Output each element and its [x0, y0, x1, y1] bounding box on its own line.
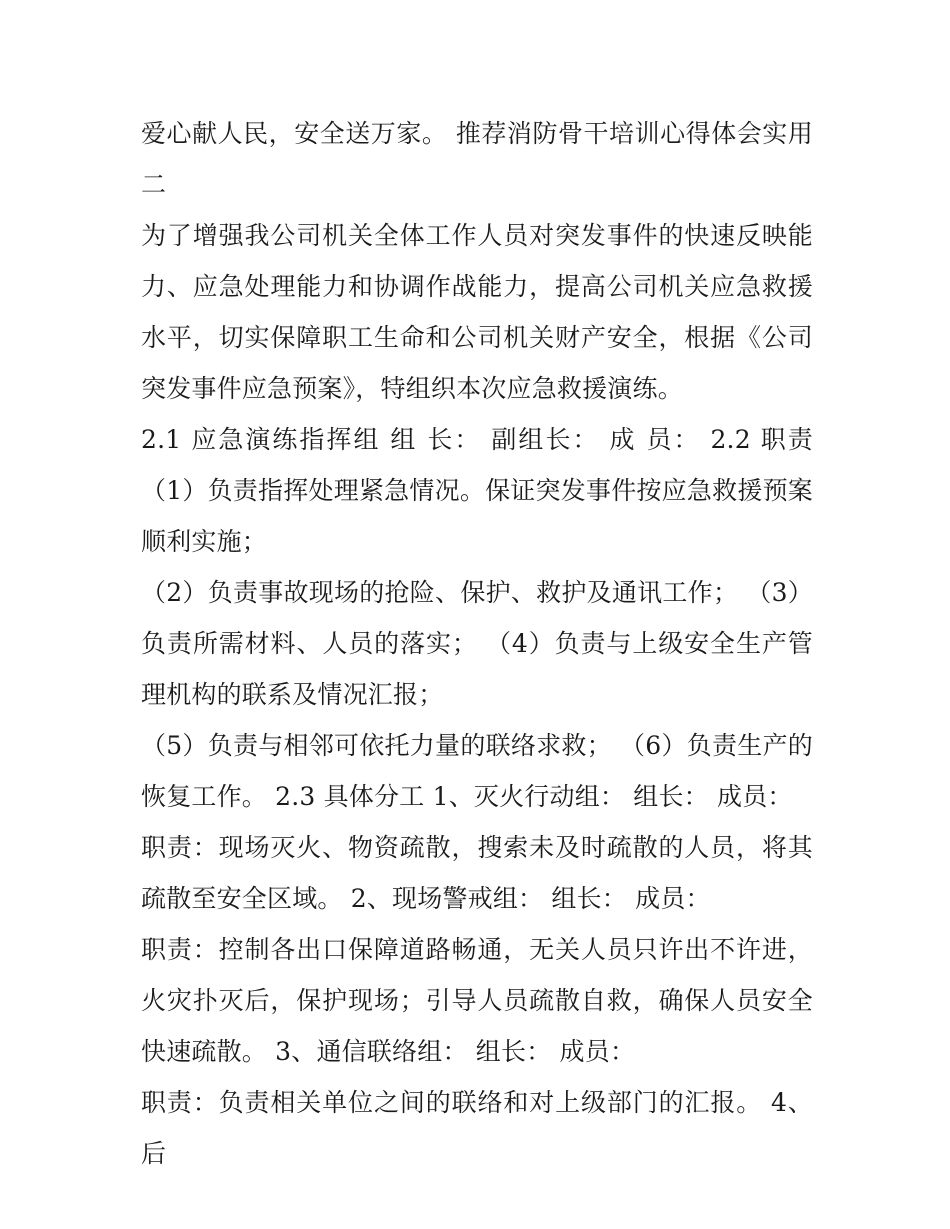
- paragraph-firefighting-duties: 职责：现场灭火、物资疏散，搜索未及时疏散的人员，将其疏散至安全区域。 2、现场警戒组： 组长： 成员：: [141, 833, 813, 913]
- paragraph-security-duties: 职责：控制各出口保障道路畅通，无关人员只许出不许进，火灾扑灭后，保护现场；引导人员疏散自救，确保人员安全快速疏散。 3、通信联络组： 组长： 成员：: [141, 935, 813, 1066]
- paragraph-command-group: 2.1 应急演练指挥组 组 长： 副组长： 成 员： 2.2 职责 （1）负责指挥处理紧急情况。保证突发事件按应急救援预案顺利实施；: [141, 425, 813, 556]
- paragraph-intro: 爱心献人民，安全送万家。 推荐消防骨干培训心得体会实用二: [141, 119, 813, 199]
- paragraph-duties-5-6: （5）负责与相邻可依托力量的联络求救； （6）负责生产的恢复工作。 2.3 具体分工 1、灭火行动组： 组长： 成员：: [141, 731, 813, 811]
- paragraph-duties-2-4: （2）负责事故现场的抢险、保护、救护及通讯工作； （3）负责所需材料、人员的落实； （4）负责与上级安全生产管理机构的联系及情况汇报；: [141, 578, 813, 709]
- document-body: [141, 108, 813, 1179]
- paragraph-purpose: 为了增强我公司机关全体工作人员对突发事件的快速反映能力、应急处理能力和协调作战能力，提高公司机关应急救援水平，切实保障职工生命和公司机关财产安全，根据《公司突发事件应急预案》，特组织本次应急救援演练。: [141, 221, 813, 403]
- paragraph-communication-duties: 职责：负责相关单位之间的联络和对上级部门的汇报。 4、后: [141, 1088, 813, 1168]
